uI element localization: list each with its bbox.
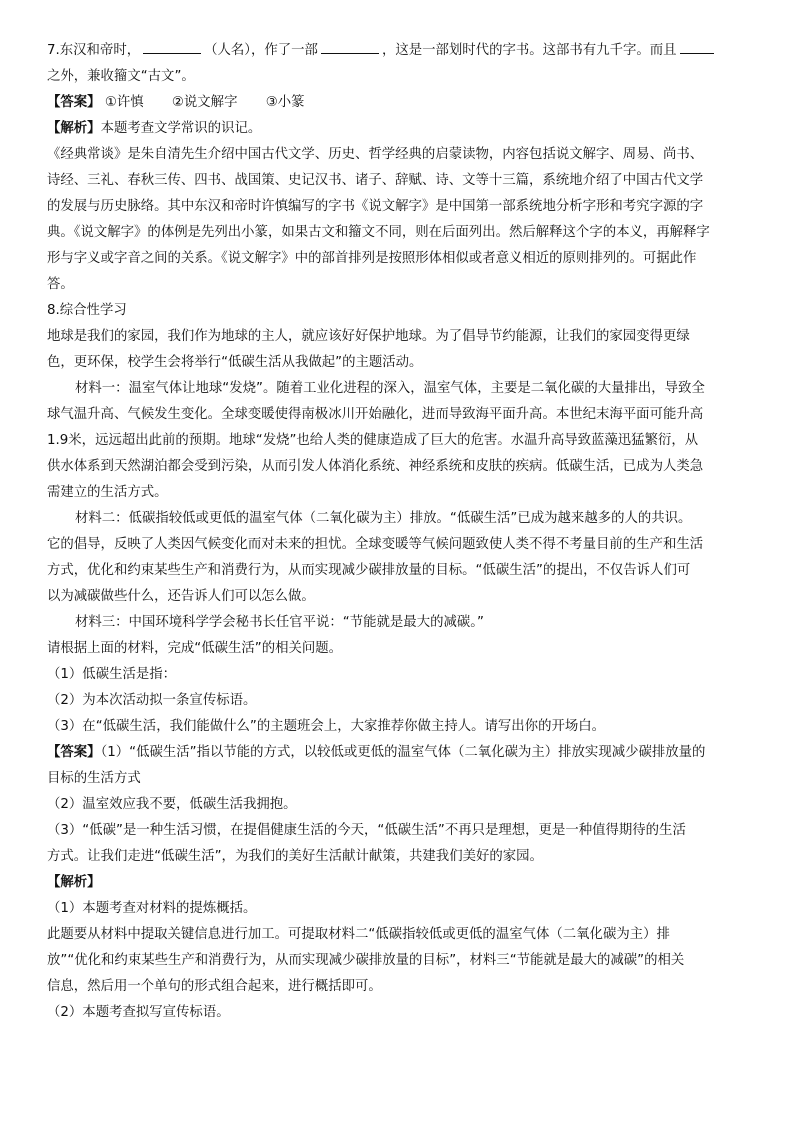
answer-label: 【答案】	[47, 745, 101, 760]
q8-answer-line-1	[47, 740, 747, 766]
material1-line: 1.9米，远远超出此前的预期。地球“发烧”也给人类的健康造成了巨大的危害。水温升高导致蓝藻迅猛繁衍，从	[47, 433, 699, 448]
analysis-label: 【解析】	[47, 121, 101, 136]
answer-blank-3	[680, 39, 714, 54]
question-3: （3）在“低碳生活，我们能做什么”的主题班会上，大家推荐你做主持人。请写出你的开场白。	[47, 719, 606, 734]
intro-line: 地球是我们的家园，我们作为地球的主人，就应该好好保护地球。为了倡导节约能源，让我们的家园变得更绿	[47, 329, 690, 344]
q7-text-a: 7.东汉和帝时，	[47, 43, 141, 58]
q7-analysis-heading	[47, 116, 747, 142]
analysis-line: 放”“优化和约束某些生产和消费行为，从而实现减少碳排放量的目标”，材料三“节能就是最大的减碳”的相关	[47, 953, 685, 968]
material3-line: 材料三：中国环境科学学会秘书长任官平说：“节能就是最大的减碳。”	[75, 615, 484, 630]
analysis-intro: 本题考查文学常识的识记。	[100, 121, 262, 136]
analysis-line: 形与字义或字音之间的关系。《说文解字》中的部首排列是按照形体相似或者意义相近的原则排列的。可据此作	[47, 251, 697, 266]
answer-label: 【答案】	[47, 95, 101, 110]
analysis-line: 的发展与历史脉络。其中东汉和帝时许慎编写的字书《说文解字》是中国第一部系统地分析字形和考究字源的字	[47, 199, 704, 214]
answer-blank-2	[321, 39, 379, 54]
q7-line-1	[47, 38, 747, 64]
answer-line: （2）温室效应我不要，低碳生活我拥抱。	[47, 797, 297, 812]
q8-analysis-label: 【解析】	[47, 875, 101, 890]
instruction-line: 请根据上面的材料，完成“低碳生活”的相关问题。	[47, 641, 343, 656]
answer-blank-1	[143, 39, 201, 54]
material1-line: 需建立的生活方式。	[47, 485, 168, 500]
material1-line: 材料一：温室气体让地球“发烧”。随着工业化进程的深入，温室气体，主要是二氧化碳的大量排出，导致全	[75, 381, 705, 396]
answer-item-2: ②说文解字	[171, 95, 238, 110]
material2-line: 它的倡导，反映了人类因气候变化而对未来的担忧。全球变暖等气候问题致使人类不得不考量目前的生产和生活	[47, 537, 704, 552]
material1-line: 供水体系到天然湖泊都会受到污染，从而引发人体消化系统、神经系统和皮肤的疾病。低碳生活，已成为人类急	[47, 459, 704, 474]
analysis-line: 典。《说文解字》的体例是先列出小篆，如果古文和籀文不同，则在后面列出。然后解释这个字的本义，再解释字	[47, 225, 710, 240]
analysis-line: 此题要从材料中提取关键信息进行加工。可提取材料二“低碳指较低或更低的温室气体（二氧化碳为主）排	[47, 927, 670, 942]
analysis-line: （1）本题考查对材料的提炼概括。	[47, 901, 257, 916]
document-page	[47, 38, 747, 1026]
analysis-line: 《经典常谈》是朱自清先生介绍中国古代文学、历史、哲学经典的启蒙读物，内容包括说文解字、周易、尚书、	[47, 147, 704, 162]
analysis-line: 答。	[47, 277, 74, 292]
analysis-line: 信息，然后用一个单句的形式组合起来，进行概括即可。	[47, 979, 382, 994]
material2-line: 以为减碳做些什么，还告诉人们可以怎么做。	[47, 589, 315, 604]
q7-line-2: 之外，兼收籀文“古文”。	[47, 69, 195, 84]
q7-answer	[47, 90, 747, 116]
answer-line: （3）“低碳”是一种生活习惯，在提倡健康生活的今天，“低碳生活”不再只是理想，更是一种值得期待的生活	[47, 823, 686, 838]
question-2: （2）为本次活动拟一条宣传标语。	[47, 693, 257, 708]
analysis-line: 诗经、三礼、春秋三传、四书、战国策、史记汉书、诸子、辞赋、诗、文等十三篇，系统地介绍了中国古代文学	[47, 173, 704, 188]
answer-line: 方式。让我们走进“低碳生活”，为我们的美好生活献计献策，共建我们美好的家园。	[47, 849, 543, 864]
analysis-line: （2）本题考查拟写宣传标语。	[47, 1005, 230, 1020]
answer-line: 目标的生活方式	[47, 771, 141, 786]
q8-title: 8.综合性学习	[47, 303, 127, 318]
material2-line: 方式，优化和约束某些生产和消费行为，从而实现减少碳排放量的目标。“低碳生活”的提出，不仅告诉人们可	[47, 563, 691, 578]
intro-line: 色，更环保，校学生会将举行“低碳生活从我做起”的主题活动。	[47, 355, 423, 370]
q7-text-c: ，这是一部划时代的字书。这部书有九千字。而且	[381, 43, 677, 58]
question-1: （1）低碳生活是指：	[47, 667, 177, 682]
q7-text-b: （人名），作了一部	[204, 43, 318, 58]
material2-line: 材料二：低碳指较低或更低的温室气体（二氧化碳为主）排放。“低碳生活”已成为越来越多的人的共识。	[75, 511, 692, 526]
answer-text: （1）“低碳生活”指以节能的方式，以较低或更低的温室气体（二氧化碳为主）排放实现减少碳排放量的	[100, 745, 706, 760]
answer-item-1: ①许慎	[104, 95, 144, 110]
answer-item-3: ③小篆	[265, 95, 305, 110]
material1-line: 球气温升高、气候发生变化。全球变暖使得南极冰川开始融化，进而导致海平面升高。本世纪末海平面可能升高	[47, 407, 704, 422]
